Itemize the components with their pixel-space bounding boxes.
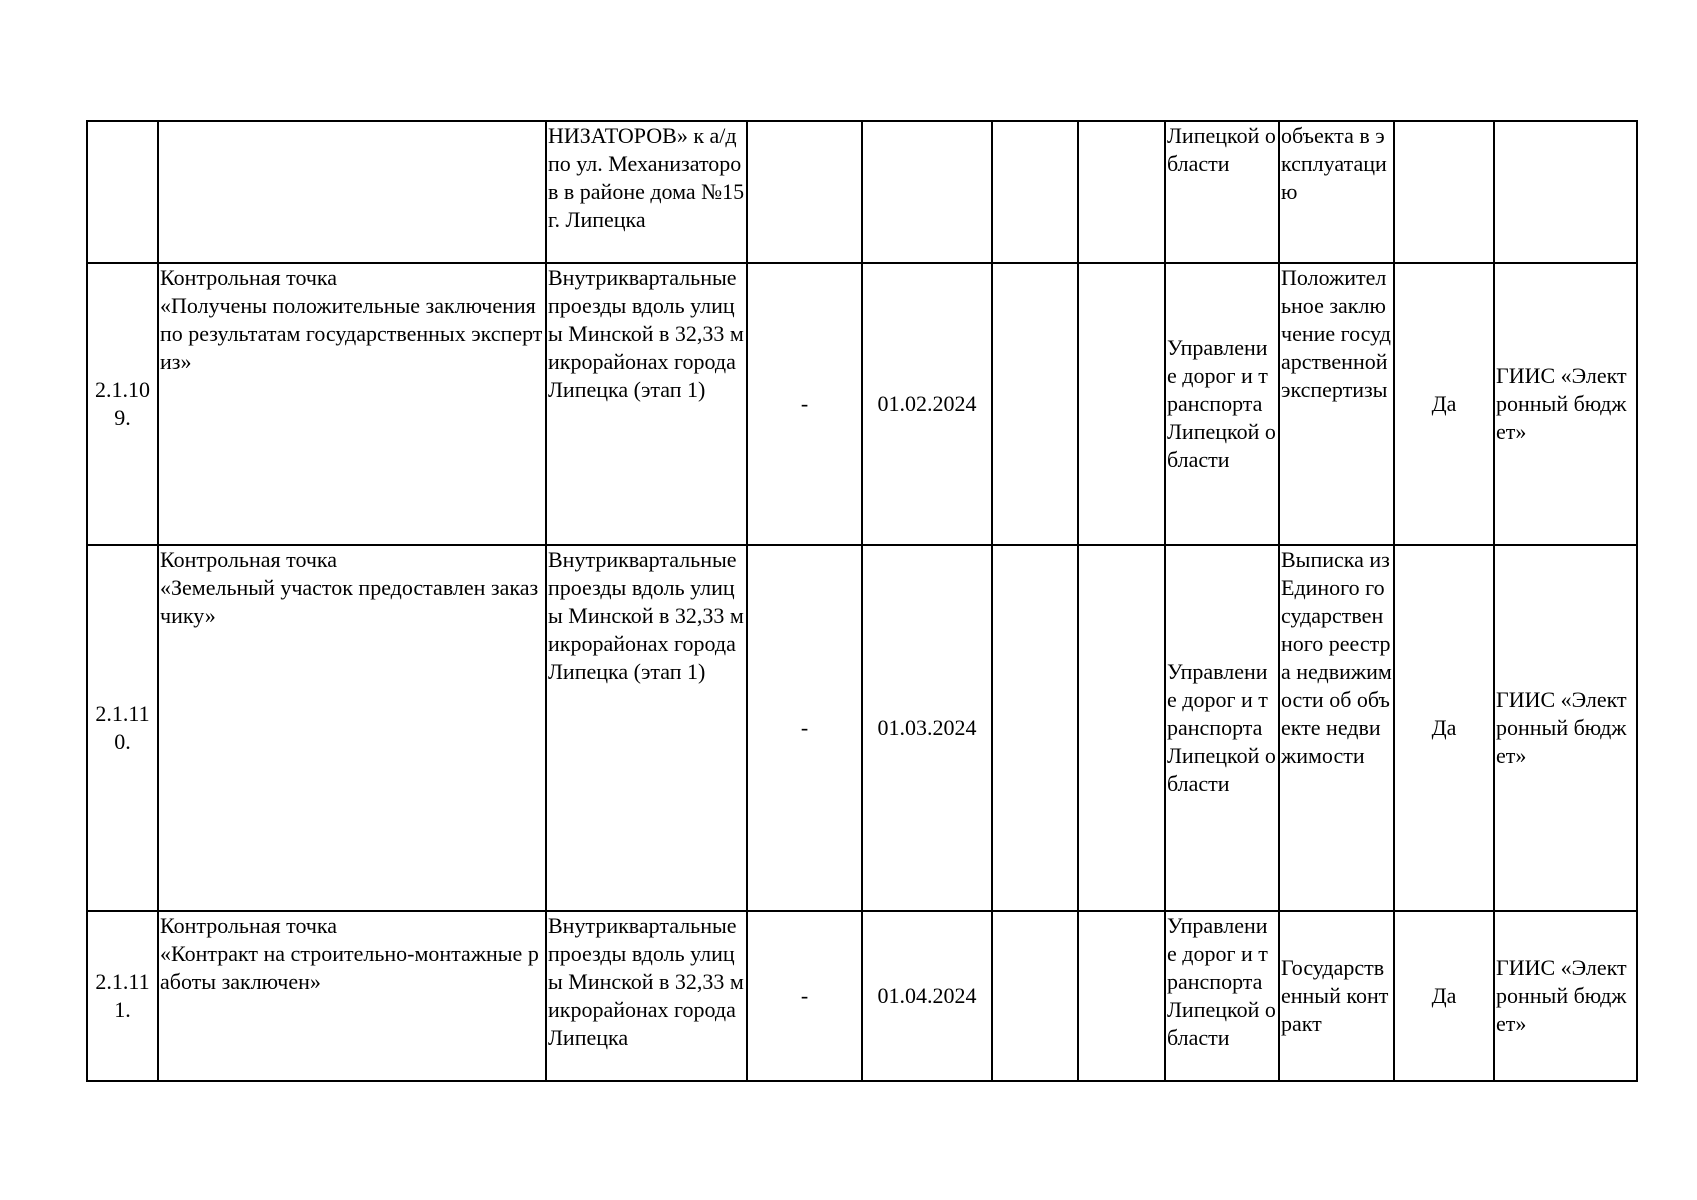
cell-flag: Да — [1394, 545, 1494, 911]
cell-flag: Да — [1394, 911, 1494, 1081]
table-row — [87, 263, 1637, 545]
cell-number: 2.1.111. — [87, 911, 158, 1081]
table-row — [87, 545, 1637, 911]
cell-name: Контрольная точка «Контракт на строительно-монтажные работы заключен» — [158, 911, 546, 1081]
cell-end — [862, 121, 992, 263]
cell-end: 01.03.2024 — [862, 545, 992, 911]
table-row — [87, 121, 1637, 263]
cell-col7 — [1078, 545, 1165, 911]
cell-start: - — [747, 545, 862, 911]
cell-responsible: Управление дорог и транспорта Липецкой области — [1165, 911, 1279, 1081]
cell-col7 — [1078, 263, 1165, 545]
cell-end: 01.04.2024 — [862, 911, 992, 1081]
cell-system — [1494, 121, 1637, 263]
cell-document: Положительное заключение государственной экспертизы — [1279, 263, 1394, 545]
cell-flag: Да — [1394, 263, 1494, 545]
cell-start: - — [747, 263, 862, 545]
cell-col7 — [1078, 121, 1165, 263]
cell-name: Контрольная точка «Земельный участок предоставлен заказчику» — [158, 545, 546, 911]
cell-flag — [1394, 121, 1494, 263]
cell-document: Выписка из Единого государственного реестра недвижимости об объекте недвижимости — [1279, 545, 1394, 911]
cell-number: 2.1.110. — [87, 545, 158, 911]
cell-responsible: Управление дорог и транспорта Липецкой области — [1165, 545, 1279, 911]
cell-system: ГИИС «Электронный бюджет» — [1494, 911, 1637, 1081]
cell-document: Государственный контракт — [1279, 911, 1394, 1081]
cell-end: 01.02.2024 — [862, 263, 992, 545]
cell-col6 — [992, 263, 1078, 545]
cell-system: ГИИС «Электронный бюджет» — [1494, 263, 1637, 545]
cell-col6 — [992, 545, 1078, 911]
cell-col6 — [992, 911, 1078, 1081]
cell-document: объекта в эксплуатацию — [1279, 121, 1394, 263]
table-row — [87, 911, 1637, 1081]
cell-col6 — [992, 121, 1078, 263]
cell-start: - — [747, 911, 862, 1081]
cell-object: Внутриквартальные проезды вдоль улицы Минской в 32,33 микрорайонах города Липецка (этап 1) — [546, 263, 747, 545]
cell-number — [87, 121, 158, 263]
cell-number: 2.1.109. — [87, 263, 158, 545]
control-points-table — [86, 120, 1638, 1082]
cell-name — [158, 121, 546, 263]
cell-name: Контрольная точка «Получены положительные заключения по результатам государственных экспертиз» — [158, 263, 546, 545]
cell-object: Внутриквартальные проезды вдоль улицы Минской в 32,33 микрорайонах города Липецка — [546, 911, 747, 1081]
cell-start — [747, 121, 862, 263]
cell-system: ГИИС «Электронный бюджет» — [1494, 545, 1637, 911]
cell-col7 — [1078, 911, 1165, 1081]
cell-object: Внутриквартальные проезды вдоль улицы Минской в 32,33 микрорайонах города Липецка (этап 1) — [546, 545, 747, 911]
cell-responsible: Липецкой области — [1165, 121, 1279, 263]
cell-object: НИЗАТОРОВ» к а/д по ул. Механизаторов в районе дома №15 г. Липецка — [546, 121, 747, 263]
cell-responsible: Управление дорог и транспорта Липецкой области — [1165, 263, 1279, 545]
